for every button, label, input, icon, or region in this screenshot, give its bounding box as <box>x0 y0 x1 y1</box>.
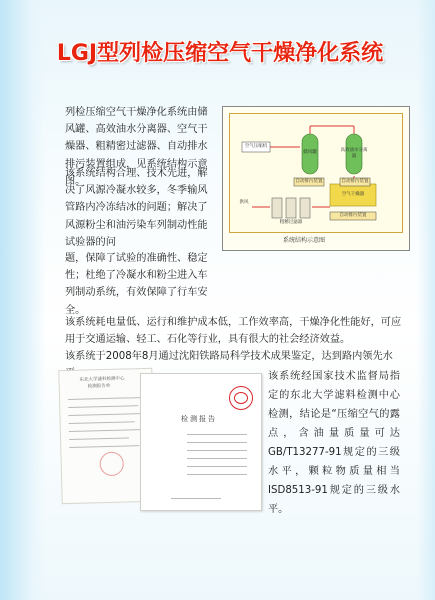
left-sheet-subheader: 检测报告单 <box>87 383 111 390</box>
label-filter: 粗精过滤器 <box>279 220 303 225</box>
diagram-drawing <box>230 114 402 232</box>
label-separator: 高效油水分离器 <box>340 148 368 159</box>
report-title: 检测报告 <box>181 415 217 423</box>
label-drain-1: 自动排污装置 <box>295 179 323 184</box>
institution-seal-icon <box>229 386 253 410</box>
diagram-frame <box>229 113 403 233</box>
label-tank: 储风罐 <box>303 150 317 155</box>
label-dryer: 空气干燥器 <box>341 192 365 197</box>
test-report-photo <box>60 369 260 509</box>
system-structure-diagram <box>222 106 410 251</box>
paragraph-test-conclusion: 该系统经国家技术监督局指定的东北大学滤料检测中心检测，结论是“压缩空气的露点，含油量质量可达GB/T13277-91规定的三级水平，颗粒物质量相当ISD8513-91规定的三级水平。 <box>268 371 400 515</box>
report-sheet-right <box>140 373 262 511</box>
label-drain-3: 自动排污装置 <box>339 213 367 218</box>
paragraph-composition: 列检压缩空气干燥净化系统由储风罐、高效油水分离器、空气干燥器、粗精密过滤器、自动排水排污装置组成，见系统结构示意图。 <box>65 107 208 187</box>
filter-shape <box>272 198 282 218</box>
diagram-caption: 系统结构示意图 <box>283 237 326 244</box>
text-line <box>68 397 142 400</box>
paragraph-appraisal: 该系统于2008年8月通过沈阳铁路局科学技术成果鉴定，达到路内领先水 <box>65 351 393 362</box>
paragraph-advantages: 该系统结构合理、技术先进，解决了风源冷凝水较多，冬季输风管路内冷冻结冰的问题；解决了风源粉尘和油污染车列制动性能试验器的问 <box>65 168 208 248</box>
stamp-mark <box>99 452 124 477</box>
paragraph-advantages-cont: 题，保障了试验的准确性、稳定性；杜绝了冷凝水和粉尘进入车列制动系统，有效保障了行车安全。 <box>65 253 208 316</box>
label-outlet: 供风 <box>239 200 249 205</box>
paragraph-efficiency: 该系统耗电量低、运行和维护成本低，工作效率高，干燥净化性能好，可应用于交通运输、轻工、石化等行业，具有很大的社会经济效益。 <box>65 317 402 346</box>
left-decor-band <box>0 0 46 600</box>
label-drain-2: 自动排污装置 <box>341 179 369 184</box>
right-decor-band <box>417 0 435 600</box>
label-compressor: 空气压缩机 <box>244 144 268 149</box>
left-sheet-header: 东北大学滤料检测中心 <box>79 376 125 383</box>
page-title: LGJ型列检压缩空气干燥净化系统 <box>56 41 384 66</box>
